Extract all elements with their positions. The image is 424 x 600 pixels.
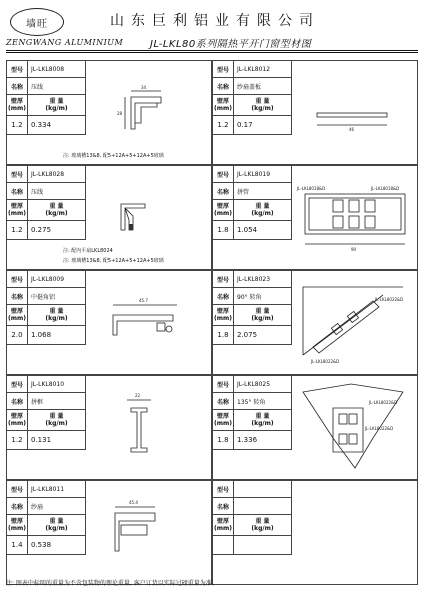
dim-label: JL-LKL8018&D <box>297 186 326 191</box>
weight-label: 重 量 <box>255 98 270 105</box>
spec-header-row <box>7 305 85 326</box>
model-value: JL-LKL8019 <box>237 170 271 178</box>
model-row <box>7 166 85 183</box>
model-value: JL-LKL8012 <box>237 65 271 73</box>
dim-label: 28 <box>117 111 123 116</box>
model-value: JL-LKL8009 <box>31 275 65 283</box>
dim-label: 46 <box>349 127 355 132</box>
wall-value: 1.8 <box>213 221 234 239</box>
model-label: 型号 <box>213 376 234 392</box>
profile-panel <box>212 270 418 375</box>
spec-table <box>213 166 292 240</box>
model-row <box>213 481 291 498</box>
wall-label: 壁厚 <box>10 98 23 105</box>
wall-unit: (mm) <box>214 315 232 322</box>
model-row <box>213 271 291 288</box>
spec-header-row <box>213 95 291 116</box>
spec-values-row <box>7 221 85 239</box>
spec-table <box>7 166 86 240</box>
weight-label: 重 量 <box>255 203 270 210</box>
wall-label: 壁厚 <box>10 203 23 210</box>
weight-unit: (kg/m) <box>251 210 274 217</box>
model-label: 型号 <box>213 271 234 287</box>
logo-text: 墙旺 <box>26 18 48 30</box>
model-row <box>7 481 85 498</box>
dim-label: 45.4 <box>129 500 138 505</box>
weight-label: 重 量 <box>49 518 64 525</box>
dim-label: 34 <box>141 85 147 90</box>
wall-label: 壁厚 <box>216 413 229 420</box>
wall-value: 2.0 <box>7 326 28 344</box>
weight-unit: (kg/m) <box>45 210 68 217</box>
profile-panel <box>212 375 418 480</box>
name-row <box>213 393 291 410</box>
spec-values-row <box>213 116 291 134</box>
spec-table <box>7 376 86 450</box>
profile-drawing <box>293 378 418 476</box>
profile-note: 注: 玻璃槽13&8, 配5+12A+5+12A+5玻璃 <box>63 153 164 159</box>
name-label: 名称 <box>7 498 28 514</box>
name-label: 名称 <box>213 288 234 304</box>
wall-label: 壁厚 <box>10 308 23 315</box>
weight-unit: (kg/m) <box>251 525 274 532</box>
model-row <box>7 61 85 78</box>
name-label: 名称 <box>7 78 28 94</box>
weight-label: 重 量 <box>255 518 270 525</box>
weight-label: 重 量 <box>49 413 64 420</box>
wall-value: 1.2 <box>7 431 28 449</box>
dim-label: JL-LKL8022&D <box>311 359 340 364</box>
spec-table <box>7 481 86 555</box>
name-value: 拼管 <box>237 188 250 196</box>
model-label: 型号 <box>213 61 234 77</box>
model-label: 型号 <box>7 271 28 287</box>
profile-panel <box>6 60 212 165</box>
name-label: 名称 <box>213 183 234 199</box>
profile-note: 注: 玻璃槽13&8, 配5+12A+5+12A+5玻璃 <box>63 258 164 264</box>
spec-table <box>213 376 292 450</box>
model-value: JL-LKL8010 <box>31 380 65 388</box>
model-label: 型号 <box>213 481 234 497</box>
brand-name: ZENGWANG ALUMINIUM <box>6 38 124 47</box>
profile-panel <box>6 480 212 585</box>
profile-note: 注: 配内平扇LKL8024 <box>63 248 113 254</box>
spec-values-row <box>7 116 85 134</box>
weight-unit: (kg/m) <box>45 420 68 427</box>
profile-drawing <box>87 275 212 370</box>
company-logo <box>10 8 64 36</box>
name-value: 90° 转角 <box>237 293 262 301</box>
weight-value: 0.334 <box>31 121 52 129</box>
wall-value: 1.2 <box>7 116 28 134</box>
spec-table <box>213 481 292 555</box>
name-label: 名称 <box>7 288 28 304</box>
weight-value <box>234 536 291 554</box>
profile-drawing <box>91 380 211 475</box>
spec-header-row <box>213 410 291 431</box>
weight-unit: (kg/m) <box>45 315 68 322</box>
wall-unit: (mm) <box>214 105 232 112</box>
spec-table <box>213 61 292 135</box>
model-label: 型号 <box>7 166 28 182</box>
weight-unit: (kg/m) <box>45 105 68 112</box>
name-value <box>234 498 291 514</box>
model-row <box>213 61 291 78</box>
weight-label: 重 量 <box>49 98 64 105</box>
name-row <box>213 288 291 305</box>
name-value: 135° 转角 <box>237 398 266 406</box>
name-row <box>7 498 85 515</box>
wall-unit: (mm) <box>214 525 232 532</box>
profile-panel <box>6 165 212 270</box>
model-row <box>7 376 85 393</box>
weight-unit: (kg/m) <box>45 525 68 532</box>
wall-label: 壁厚 <box>10 518 23 525</box>
header-divider <box>6 50 418 51</box>
profile-drawing <box>91 485 211 580</box>
weight-unit: (kg/m) <box>251 420 274 427</box>
name-row <box>7 183 85 200</box>
name-label: 名称 <box>213 393 234 409</box>
wall-label: 壁厚 <box>216 308 229 315</box>
model-value: JL-LKL8008 <box>31 65 65 73</box>
model-label: 型号 <box>7 61 28 77</box>
model-value: JL-LKL8028 <box>31 170 65 178</box>
spec-values-row <box>213 431 291 449</box>
profile-panel <box>212 60 418 165</box>
spec-values-row <box>7 536 85 554</box>
profile-panel-empty <box>212 480 418 585</box>
spec-values-row <box>7 431 85 449</box>
name-row <box>7 393 85 410</box>
name-row <box>213 498 291 515</box>
weight-label: 重 量 <box>49 203 64 210</box>
name-row <box>213 183 291 200</box>
model-value <box>234 481 291 497</box>
name-value: 压线 <box>31 188 44 196</box>
model-label: 型号 <box>7 481 28 497</box>
weight-value: 1.068 <box>31 331 52 339</box>
wall-label: 壁厚 <box>216 98 229 105</box>
model-row <box>213 376 291 393</box>
wall-value <box>213 536 234 554</box>
spec-values-row <box>213 221 291 239</box>
wall-unit: (mm) <box>8 315 26 322</box>
profile-drawing <box>91 67 211 162</box>
profile-drawing <box>297 69 417 149</box>
weight-value: 1.336 <box>237 436 258 444</box>
wall-value: 1.8 <box>213 326 234 344</box>
weight-value: 2.075 <box>237 331 258 339</box>
weight-value: 0.275 <box>31 226 52 234</box>
weight-label: 重 量 <box>49 308 64 315</box>
model-label: 型号 <box>213 166 234 182</box>
name-value: 压线 <box>31 83 44 91</box>
wall-value: 1.4 <box>7 536 28 554</box>
name-row <box>7 288 85 305</box>
dim-label: JL-LKL8022&D <box>365 426 394 431</box>
weight-label: 重 量 <box>255 308 270 315</box>
spec-header-row <box>213 305 291 326</box>
weight-unit: (kg/m) <box>251 105 274 112</box>
weight-value: 1.054 <box>237 226 258 234</box>
profile-drawing <box>293 275 418 370</box>
wall-unit: (mm) <box>8 525 26 532</box>
spec-table <box>7 271 86 345</box>
name-row <box>7 78 85 95</box>
wall-value: 1.8 <box>213 431 234 449</box>
header-divider-2 <box>6 52 418 53</box>
name-row <box>213 78 291 95</box>
model-value: JL-LKL8025 <box>237 380 271 388</box>
dim-label: JL-LKL8022&D <box>369 400 398 405</box>
name-label: 名称 <box>213 78 234 94</box>
wall-label: 壁厚 <box>10 413 23 420</box>
spec-header-row <box>7 200 85 221</box>
wall-unit: (mm) <box>8 210 26 217</box>
company-name: 山东巨利铝业有限公司 <box>110 13 320 29</box>
spec-header-row <box>7 95 85 116</box>
model-label: 型号 <box>7 376 28 392</box>
model-row <box>213 166 291 183</box>
wall-unit: (mm) <box>214 420 232 427</box>
wall-value: 1.2 <box>7 221 28 239</box>
profile-panel <box>212 165 418 270</box>
spec-table <box>7 61 86 135</box>
name-label: 名称 <box>213 498 234 514</box>
name-label: 名称 <box>7 393 28 409</box>
spec-header-row <box>7 515 85 536</box>
model-row <box>7 271 85 288</box>
dim-label: JL-LKL8022&D <box>375 297 404 302</box>
spec-values-row <box>213 536 291 554</box>
profile-panel <box>6 270 212 375</box>
dim-label: 45.7 <box>139 298 148 303</box>
model-value: JL-LKL8011 <box>31 485 65 493</box>
spec-header-row <box>213 515 291 536</box>
weight-value: 0.131 <box>31 436 52 444</box>
wall-unit: (mm) <box>8 420 26 427</box>
spec-values-row <box>213 326 291 344</box>
spec-header-row <box>213 200 291 221</box>
name-label: 名称 <box>7 183 28 199</box>
weight-unit: (kg/m) <box>251 315 274 322</box>
profile-drawing <box>293 170 418 265</box>
spec-table <box>213 271 292 345</box>
name-value: 中挺角铝 <box>31 293 56 301</box>
footer-note: 注: 图表中标明的重量为不含包装物的理论重量, 客户订货以实际过磅重量为准。 <box>6 580 218 587</box>
weight-value: 0.538 <box>31 541 52 549</box>
name-value: 拼框 <box>31 398 44 406</box>
profile-drawing <box>91 174 211 254</box>
name-value: 纱扇盖板 <box>237 83 262 91</box>
name-value: 纱扇 <box>31 503 44 511</box>
document-subtitle: JL-LKL80系列隔热平开门窗型材图 <box>150 39 312 50</box>
weight-value: 0.17 <box>237 121 253 129</box>
wall-label: 壁厚 <box>216 203 229 210</box>
wall-label: 壁厚 <box>216 518 229 525</box>
wall-value: 1.2 <box>213 116 234 134</box>
dim-label: 22 <box>135 393 141 398</box>
weight-label: 重 量 <box>255 413 270 420</box>
wall-unit: (mm) <box>214 210 232 217</box>
profile-panel <box>6 375 212 480</box>
model-value: JL-LKL8023 <box>237 275 271 283</box>
spec-header-row <box>7 410 85 431</box>
spec-values-row <box>7 326 85 344</box>
dim-label: 90 <box>351 247 357 252</box>
wall-unit: (mm) <box>8 105 26 112</box>
dim-label: JL-LKL8018&D <box>371 186 400 191</box>
